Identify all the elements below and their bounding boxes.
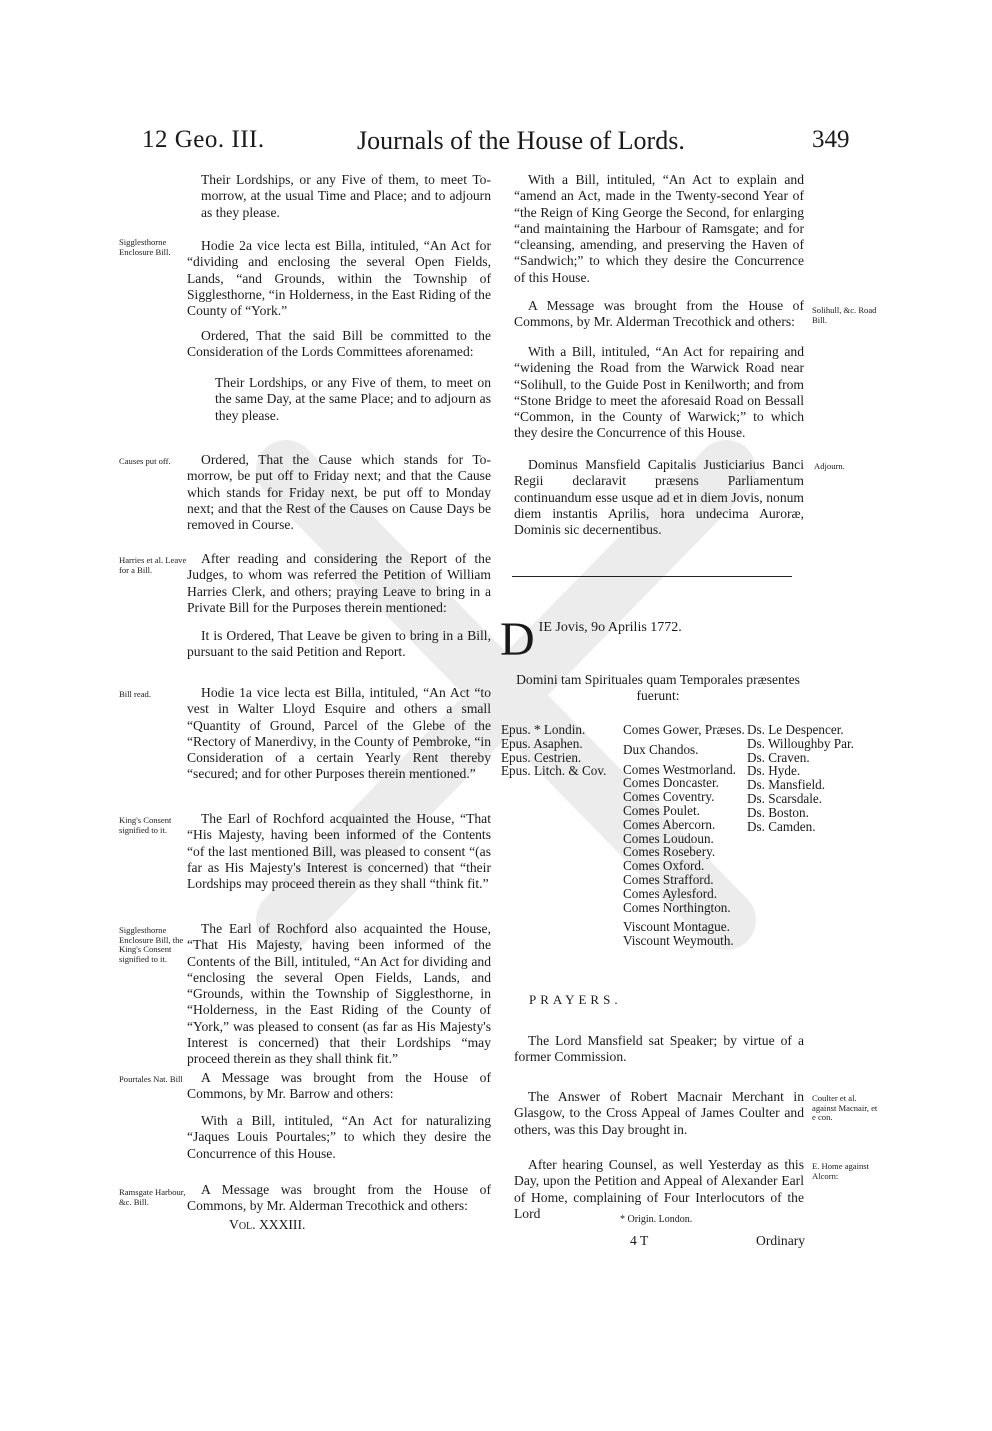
paragraph-ramsgate-bill: With a Bill, intituled, “An Act to explain and “amend an Act, made in the Twenty-second Year of “the Reign of King George the Second, for enlarging “and maintaining the Harbour of Ramsgate; and for “cleansing, amending, and preserving the Haven of “Sandwich;” to which they desire the Concurrence of this House.: [514, 172, 804, 285]
list-item: Ds. Camden.: [747, 818, 816, 834]
paragraph-ordered-committed: Ordered, That the said Bill be committed to the Consideration of the Lords Committees aforenamed:: [187, 328, 491, 360]
paragraph-mansfield-speaker: The Lord Mansfield sat Speaker; by virtue of a former Commission.: [514, 1033, 804, 1065]
running-head-title: Journals of the House of Lords.: [357, 126, 685, 155]
list-item: Ds. Hyde.: [747, 763, 801, 779]
paragraph-causes-put-off: Ordered, That the Cause which stands for To-morrow, be put off to Friday next; and that the Cause which stands for Friday next, be put off to Monday next; and that the Rest of the Causes on Cause Days be removed in Course.: [187, 452, 491, 533]
list-item: Ds. Boston.: [747, 804, 809, 820]
paragraph-home-appeal: After hearing Counsel, as well Yesterday as this Day, upon the Petition and Appeal of Alexander Earl of Home, complaining of Four Interlocutors of the Lord: [514, 1157, 804, 1221]
list-item: Comes Oxford.: [623, 858, 705, 874]
marginal-note-pourtales: Pourtales Nat. Bill: [119, 1074, 183, 1084]
paragraph-barrow-message: A Message was brought from the House of Commons, by Mr. Barrow and others:: [187, 1070, 491, 1102]
paragraph-adjourn-committee: Their Lordships, or any Five of them, to meet To-morrow, at the usual Time and Place; and to adjourn as they please.: [201, 172, 491, 220]
paragraph-rochford-sigglesthorne: The Earl of Rochford also acquainted the House, “That His Majesty, having been informed of the Contents of the Bill, intituled, “An Act for dividing and “enclosing the several Open Fields, Lands, and “Grounds, within the Township of Sigglesthorne, in “Holderness, in the East Riding of the County of “York,” was pleased to consent (as far as His Majesty's Interest is concerned) that their Lordships “may proceed therein as they shall think fit.”: [187, 921, 491, 1067]
list-item: Epus. Litch. & Cov.: [501, 763, 607, 779]
paragraph-pourtales-bill: With a Bill, intituled, “An Act for naturalizing “Jaques Louis Pourtales;” to which they desire the Concurrence of this House.: [187, 1113, 491, 1161]
volume-signature: Vol. XXXIII.: [229, 1217, 306, 1232]
marginal-note-sigglesthorne-consent: Sigglesthorne Enclosure Bill, the King's Consent signified to it.: [119, 925, 184, 964]
drop-cap: D: [500, 613, 535, 666]
list-item: Comes Loudoun.: [623, 830, 714, 846]
marginal-note-ramsgate: Ramsgate Harbour, &c. Bill.: [119, 1187, 186, 1207]
list-item: Epus. * Londin.: [501, 722, 586, 737]
present-heading: Domini tam Spirituales quam Temporales præsentes fuerunt:: [516, 672, 800, 704]
list-item: Ds. Mansfield.: [747, 777, 826, 793]
paragraph-leave-given: It is Ordered, That Leave be given to bring in a Bill, pursuant to the said Petition and Report.: [187, 628, 491, 660]
marginal-note-coulter: Coulter et al. against Macnair, et e con.: [812, 1093, 878, 1123]
list-earls: [623, 723, 745, 948]
marginal-note-solihull: Solihull, &c. Road Bill.: [812, 305, 877, 325]
footnote: * Origin. London.: [620, 1214, 693, 1225]
list-item: Ds. Craven.: [747, 749, 810, 765]
marginal-note-adjourn: Adjourn.: [814, 461, 845, 471]
paragraph-macnair-answer: The Answer of Robert Macnair Merchant in Glasgow, to the Cross Appeal of James Coulter and others, was this Day brought in.: [514, 1089, 804, 1137]
paragraph-sigglesthorne-bill: Hodie 2a vice lecta est Billa, intituled, “An Act for “dividing and enclosing the several Open Fields, Lands, “and Grounds, within the Township of Sigglesthorne, “in Holderness, in the East Riding of the County of “York.”: [187, 238, 491, 319]
list-item: Comes Abercorn.: [623, 816, 716, 832]
list-item: Viscount Weymouth.: [623, 933, 734, 949]
list-item: Comes Rosebery.: [623, 844, 716, 860]
marginal-note-home: E. Home against Alcorn:: [812, 1161, 870, 1181]
paragraph-trecothick-message: A Message was brought from the House of Commons, by Mr. Alderman Trecothick and others:: [187, 1182, 491, 1214]
prayers-heading: PRAYERS.: [529, 992, 622, 1007]
section-divider: [512, 576, 792, 577]
paragraph-mansfield-adjourn: Dominus Mansfield Capitalis Justiciarius Banci Regii declaravit præsens Parliamentum continuandum esse usque ad et in diem Jovis, nonum diem instantis Aprilis, hora undecima Auroræ, Dominis sic decernentibus.: [514, 457, 804, 538]
list-item: Viscount Montague.: [623, 919, 730, 935]
list-item: Epus. Cestrien.: [501, 749, 582, 765]
list-bishops: [501, 723, 606, 778]
day-heading: IE Jovis, 9o Aprilis 1772.: [538, 620, 682, 635]
list-item: Ds. Le Despencer.: [747, 722, 844, 737]
marginal-note-sigglesthorne: Sigglesthorne Enclosure Bill.: [119, 237, 171, 257]
signature-mark: 4 T: [630, 1233, 649, 1248]
paragraph-trecothick-message-2: A Message was brought from the House of Commons, by Mr. Alderman Trecothick and others:: [514, 298, 804, 330]
list-barons: [747, 723, 854, 833]
paragraph-rochford-consent: The Earl of Rochford acquainted the House, “That “His Majesty, having been informed of the Contents “of the last mentioned Bill, was pleased to consent “(as far as His Majesty's Interest is concerned) that “their Lordships may proceed therein as they shall “think fit.”: [187, 811, 491, 892]
list-item: Ds. Scarsdale.: [747, 790, 823, 806]
paragraph-lordships-meet: Their Lordships, or any Five of them, to meet on the same Day, at the same Place; and to adjourn as they please.: [215, 375, 491, 423]
page-number: 349: [812, 126, 850, 153]
list-item: Comes Poulet.: [623, 802, 700, 818]
marginal-note-bill-read: Bill read.: [119, 689, 151, 699]
list-item: Epus. Asaphen.: [501, 735, 583, 751]
list-item: Comes Doncaster.: [623, 775, 719, 791]
list-item: Comes Aylesford.: [623, 885, 718, 901]
list-item: Comes Strafford.: [623, 871, 714, 887]
list-item: Comes Gower, Præses.: [623, 722, 745, 737]
catchword: Ordinary: [756, 1233, 806, 1248]
list-item: Comes Westmorland.: [623, 761, 736, 777]
list-item: Dux Chandos.: [623, 741, 699, 757]
marginal-note-harries: Harries et al. Leave for a Bill.: [119, 555, 187, 575]
list-item: Ds. Willoughby Par.: [747, 735, 854, 751]
paragraph-lloyd-bill: Hodie 1a vice lecta est Billa, intituled, “An Act “to vest in Walter Lloyd Esquire and others a small “Quantity of Ground, Parcel of the Glebe of the “Rectory of Manerdivy, in the County of Pembroke, “in Consideration of a certain Yearly Rent thereby “secured; and for other Purposes therein mentioned.”: [187, 685, 491, 782]
marginal-note-kings-consent: King's Consent signified to it.: [119, 815, 172, 835]
paragraph-harries-petition: After reading and considering the Report of the Judges, to whom was referred the Petition of William Harries Clerk, and others; praying Leave to bring in a Private Bill for the Purposes therein mentioned:: [187, 551, 491, 615]
paragraph-solihull-bill: With a Bill, intituled, “An Act for repairing and “widening the Road from the Warwick Road near “Solihull, to the Guide Post in Kenilworth; and from “Stone Bridge to meet the aforesaid Road on Bessall “Common, in the County of Warwick;” to which they desire the Concurrence of this House.: [514, 344, 804, 441]
marginal-note-causes: Causes put off.: [119, 456, 171, 466]
list-item: Comes Coventry.: [623, 789, 715, 805]
list-item: Comes Northington.: [623, 899, 731, 915]
running-head-regnal-year: 12 Geo. III.: [142, 126, 265, 153]
